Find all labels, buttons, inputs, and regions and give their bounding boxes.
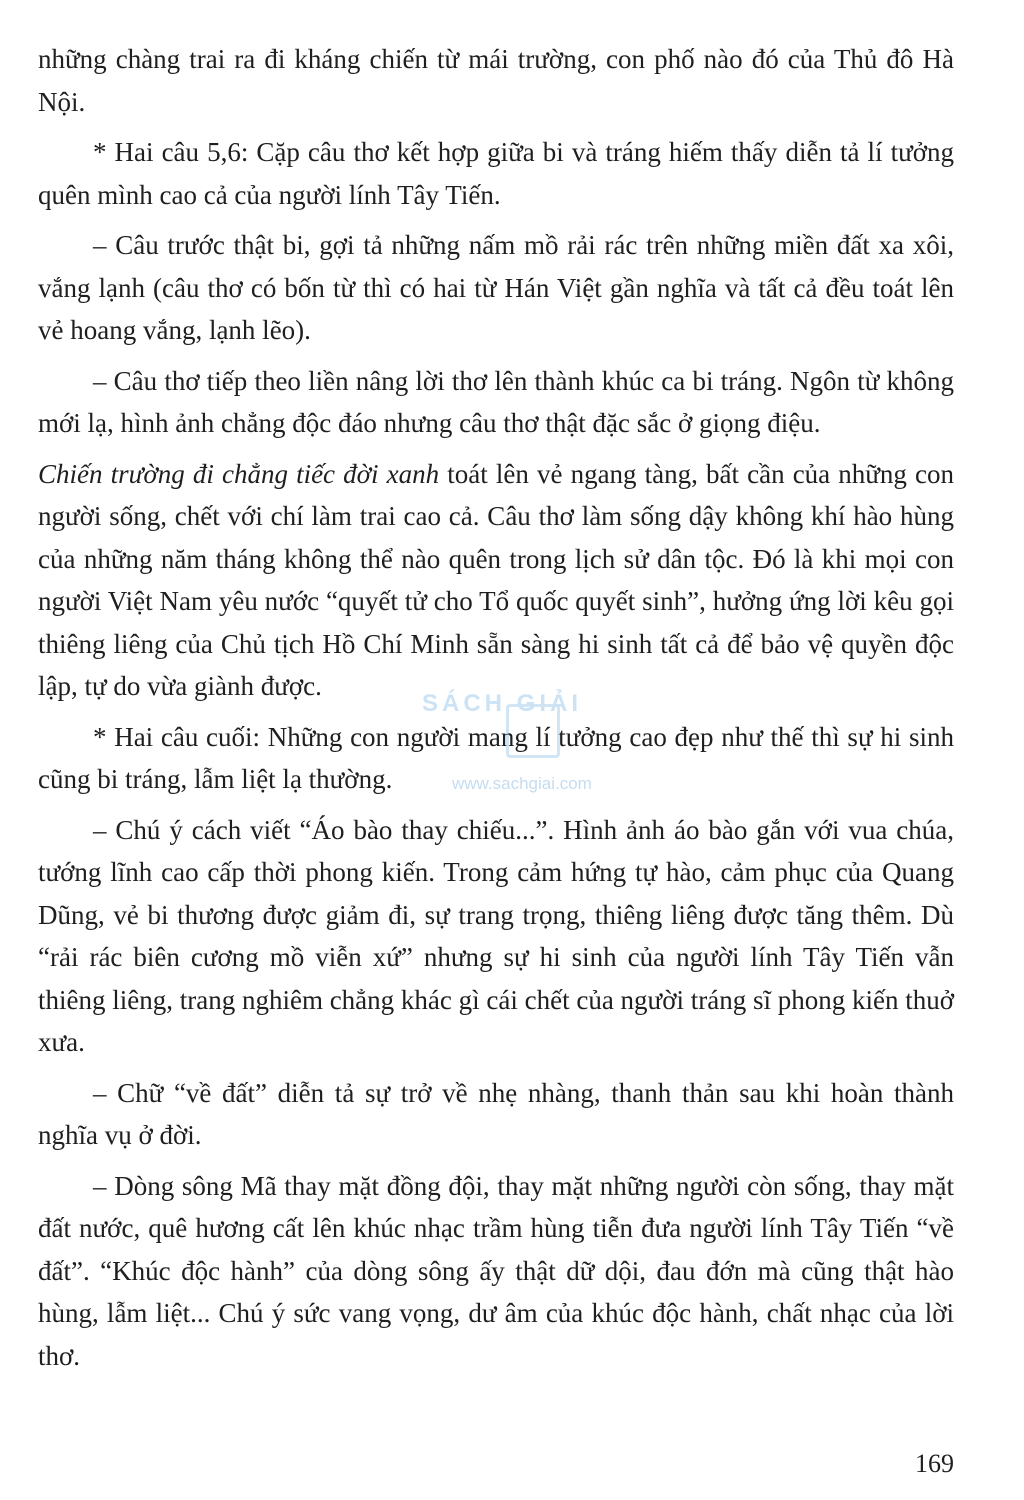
- document-body: [38, 38, 954, 1385]
- paragraph-9: – Dòng sông Mã thay mặt đồng đội, thay mặt những người còn sống, thay mặt đất nước, quê hương cất lên khúc nhạc trầm hùng tiễn đưa người lính Tây Tiến “về đất”. “Khúc độc hành” của dòng sông ấy thật dữ dội, đau đớn mà cũng thật hào hùng, lẫm liệt... Chú ý sức vang vọng, dư âm của khúc độc hành, chất nhạc của lời thơ.: [38, 1170, 954, 1371]
- paragraph-5: [38, 453, 954, 708]
- watermark-brand: SÁCH GIẢI: [421, 690, 582, 717]
- paragraph-2: * Hai câu 5,6: Cặp câu thơ kết hợp giữa bi và tráng hiếm thấy diễn tả lí tưởng quên mình cao cả của người lính Tây Tiến.: [38, 137, 954, 210]
- paragraph-6: * Hai câu cuối: Những con người mang lí tưởng cao đẹp như thế thì sự hi sinh cũng bi tráng, lẫm liệt lạ thường.: [38, 721, 954, 794]
- page-number: 169: [915, 1449, 954, 1478]
- quoted-verse: Chiến trường đi chẳng tiếc đời xanh: [38, 458, 440, 489]
- paragraph-7: – Chú ý cách viết “Áo bào thay chiếu...”. Hình ảnh áo bào gắn với vua chúa, tướng lĩnh cao cấp thời phong kiến. Trong cảm hứng tự hào, cảm phục của Quang Dũng, vẻ bi thương được giảm đi, sự trang trọng, thiêng liêng được tăng thêm. Dù “rải rác biên cương mồ viễn xứ” nhưng sự hi sinh của người lính Tây Tiến vẫn thiêng liêng, trang nghiêm chẳng khác gì cái chết của người tráng sĩ phong kiến thuở xưa.: [38, 814, 954, 1057]
- paragraph-8: – Chữ “về đất” diễn tả sự trở về nhẹ nhàng, thanh thản sau khi hoàn thành nghĩa vụ ở đời.: [38, 1077, 954, 1150]
- paragraph-4: – Câu thơ tiếp theo liền nâng lời thơ lên thành khúc ca bi tráng. Ngôn từ không mới lạ, hình ảnh chẳng độc đáo nhưng câu thơ thật đặc sắc ở giọng điệu.: [38, 365, 954, 438]
- paragraph-1: những chàng trai ra đi kháng chiến từ mái trường, con phố nào đó của Thủ đô Hà Nội.: [38, 44, 954, 117]
- paragraph-5-text: toát lên vẻ ngang tàng, bất cần của những con người sống, chết với chí làm trai cao cả. Câu thơ làm sống dậy không khí hào hùng của những năm tháng không thể nào quên trong lịch sử dân tộc. Đó là khi mọi con người Việt Nam yêu nước “quyết tử cho Tổ quốc quyết sinh”, hưởng ứng lời kêu gọi thiêng liêng của Chủ tịch Hồ Chí Minh sẵn sàng hi sinh tất cả để bảo vệ quyền độc lập, tự do vừa giành được.: [38, 458, 954, 701]
- paragraph-3: – Câu trước thật bi, gợi tả những nấm mồ rải rác trên những miền đất xa xôi, vắng lạnh (câu thơ có bốn từ thì có hai từ Hán Việt gần nghĩa và tất cả đều toát lên vẻ hoang vắng, lạnh lẽo).: [38, 230, 954, 345]
- watermark-url: www.sachgiai.com: [452, 774, 592, 793]
